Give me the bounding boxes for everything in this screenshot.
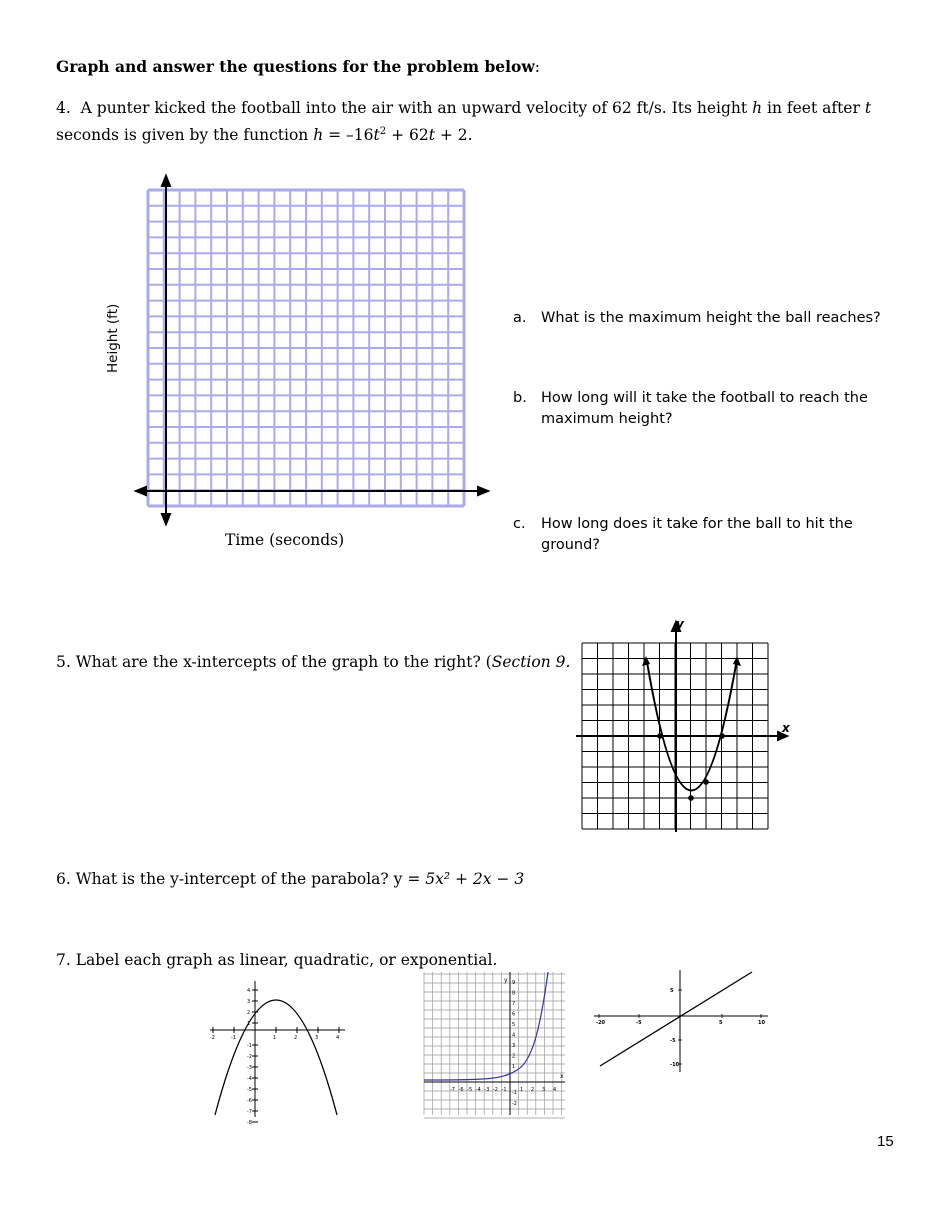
problem-4-text-c: seconds is given by the function: [56, 126, 314, 145]
problem-6-question: 6. What is the y-intercept of the parabola? y =: [56, 870, 426, 888]
y-tick-label: 5: [512, 1022, 516, 1028]
y-tick-label: -5: [247, 1087, 252, 1093]
parabola-curve: [647, 659, 738, 791]
instructions-bold: Graph and answer the questions for the problem below: [56, 57, 535, 76]
var-h: h: [752, 99, 763, 117]
y-axis-label: y: [504, 977, 508, 984]
x-tick-label: -2: [210, 1035, 215, 1041]
y-tick-label: 4: [512, 1032, 516, 1039]
x-tick-label: -2: [493, 1087, 498, 1093]
question-c-letter: c.: [513, 516, 526, 532]
tick-marks: [210, 988, 339, 1126]
y-tick-label: 3: [512, 1043, 516, 1049]
y-tick-label: -4: [247, 1076, 252, 1082]
problem-5-section: Section 9.: [491, 653, 571, 671]
x-tick-label: 4: [336, 1035, 340, 1041]
grid-lines: [148, 190, 464, 506]
x-tick-label: 3: [542, 1087, 546, 1093]
y-axis-arrow-down: [162, 514, 170, 524]
x-axis-label: x: [782, 721, 790, 735]
linear-graph: [592, 968, 772, 1078]
eq-end: + 2.: [434, 126, 473, 145]
question-a: [513, 308, 913, 330]
curve-arrow-right: [733, 656, 741, 666]
x-tick-label: 1: [273, 1035, 277, 1041]
instructions-colon: :: [534, 58, 540, 76]
x-tick-label: -1: [501, 1087, 507, 1093]
question-a-letter: a.: [513, 310, 527, 326]
x-tick-label: -4: [475, 1087, 481, 1093]
y-axis-label: y: [676, 617, 684, 631]
y-tick-label: -5: [670, 1038, 676, 1044]
problem-4-text-a: A punter kicked the football into the air with an upward velocity of 62 ft/s. Its height: [80, 99, 753, 117]
question-b-text-line-2: maximum height?: [541, 411, 673, 427]
y-tick-label: 1: [247, 1021, 251, 1027]
question-c-text-line-1: How long does it take for the ball to hit the: [541, 516, 853, 532]
x-tick-label: -1: [231, 1035, 236, 1041]
y-tick-label: -1: [247, 1043, 252, 1049]
y-tick-label: 8: [512, 990, 516, 997]
question-c: [513, 514, 913, 558]
x-tick-label: -20: [596, 1020, 606, 1026]
y-tick-label: 5: [670, 988, 674, 994]
x-axis-label: Time (seconds): [225, 531, 345, 549]
problem-4-line-2: [56, 120, 906, 147]
x-intercept-point: [719, 733, 725, 739]
x-tick-label: 10: [758, 1020, 765, 1026]
linear-line: [600, 972, 752, 1066]
y-tick-label: -2: [512, 1101, 517, 1107]
question-c-text-line-2: ground?: [541, 537, 600, 553]
eq-var-h: h: [313, 126, 324, 145]
instructions: [56, 55, 540, 79]
eq-exponent: 2: [379, 126, 387, 137]
problem-5-parabola-graph: [572, 615, 797, 840]
x-tick-label: -6: [458, 1087, 464, 1093]
problem-5-text: [56, 650, 571, 674]
exponential-graph: [422, 970, 570, 1118]
problem-4-text-b: in feet after: [762, 99, 865, 117]
blank-graph-grid[interactable]: [130, 170, 500, 530]
x-tick-label: 1: [520, 1087, 524, 1093]
problem-4-text: [56, 96, 906, 147]
parabola-curve: [215, 1000, 340, 1115]
y-tick-label: 7: [512, 1001, 516, 1007]
curve-arrow-left: [642, 656, 650, 666]
x-tick-label: 4: [553, 1087, 557, 1093]
y-tick-label: -8: [247, 1120, 252, 1126]
vertex-point: [688, 795, 694, 801]
x-tick-label: -3: [484, 1087, 490, 1093]
y-tick-label: -2: [247, 1054, 252, 1060]
y-tick-label: 3: [247, 999, 251, 1005]
x-tick-label: -5: [467, 1087, 473, 1093]
question-b-letter: b.: [513, 390, 527, 406]
curve-point: [703, 779, 709, 785]
y-tick-label: -6: [247, 1098, 252, 1104]
problem-7-text: 7. Label each graph as linear, quadratic, or exponential.: [56, 951, 498, 969]
grid-lines: [424, 972, 565, 1118]
y-tick-label: -3: [247, 1065, 252, 1071]
problem-5-question: 5. What are the x-intercepts of the graph to the right? (: [56, 653, 492, 671]
problem-4-line-1: [56, 96, 906, 120]
x-axis-label: x: [560, 1073, 564, 1080]
page-number: 15: [877, 1133, 894, 1150]
y-tick-label: 9: [512, 980, 516, 986]
problem-6-equation: 5x² + 2x − 3: [425, 870, 525, 888]
eq-plus: + 62: [386, 126, 429, 145]
y-axis-label: Height (ft): [105, 303, 121, 373]
y-tick-label: 2: [512, 1053, 516, 1060]
y-tick-label: 1: [512, 1064, 516, 1070]
y-tick-label: -1: [512, 1090, 517, 1096]
y-tick-label: -10: [670, 1062, 680, 1068]
question-a-text: What is the maximum height the ball reaches?: [541, 310, 881, 326]
eq-var-t: t: [373, 126, 380, 145]
x-tick-label: -5: [636, 1020, 642, 1026]
y-tick-label: 6: [512, 1011, 516, 1018]
graph-axes: [136, 176, 488, 524]
x-axis-arrow-left: [136, 487, 146, 495]
tick-labels: [596, 988, 765, 1068]
eq-mid: = –16: [323, 126, 374, 145]
x-tick-label: 3: [315, 1035, 319, 1041]
y-tick-label: 4: [247, 988, 251, 994]
x-tick-label: 5: [719, 1020, 723, 1026]
eq-var-t-2: t: [428, 126, 435, 145]
quadratic-graph: [205, 975, 350, 1126]
y-tick-label: 2: [247, 1010, 251, 1016]
x-intercept-point: [657, 733, 663, 739]
x-tick-label: -7: [450, 1087, 455, 1093]
question-b-text-line-1: How long will it take the football to reach the: [541, 390, 868, 406]
question-b: [513, 388, 913, 432]
x-axis-arrow-right: [478, 487, 488, 495]
y-tick-label: -7: [247, 1109, 252, 1115]
problem-6-text: [56, 867, 524, 891]
x-tick-label: 2: [531, 1087, 535, 1093]
x-tick-label: 2: [294, 1035, 298, 1041]
y-axis-arrow-up: [162, 176, 170, 186]
problem-number: 4.: [56, 99, 71, 117]
var-t: t: [864, 99, 872, 117]
